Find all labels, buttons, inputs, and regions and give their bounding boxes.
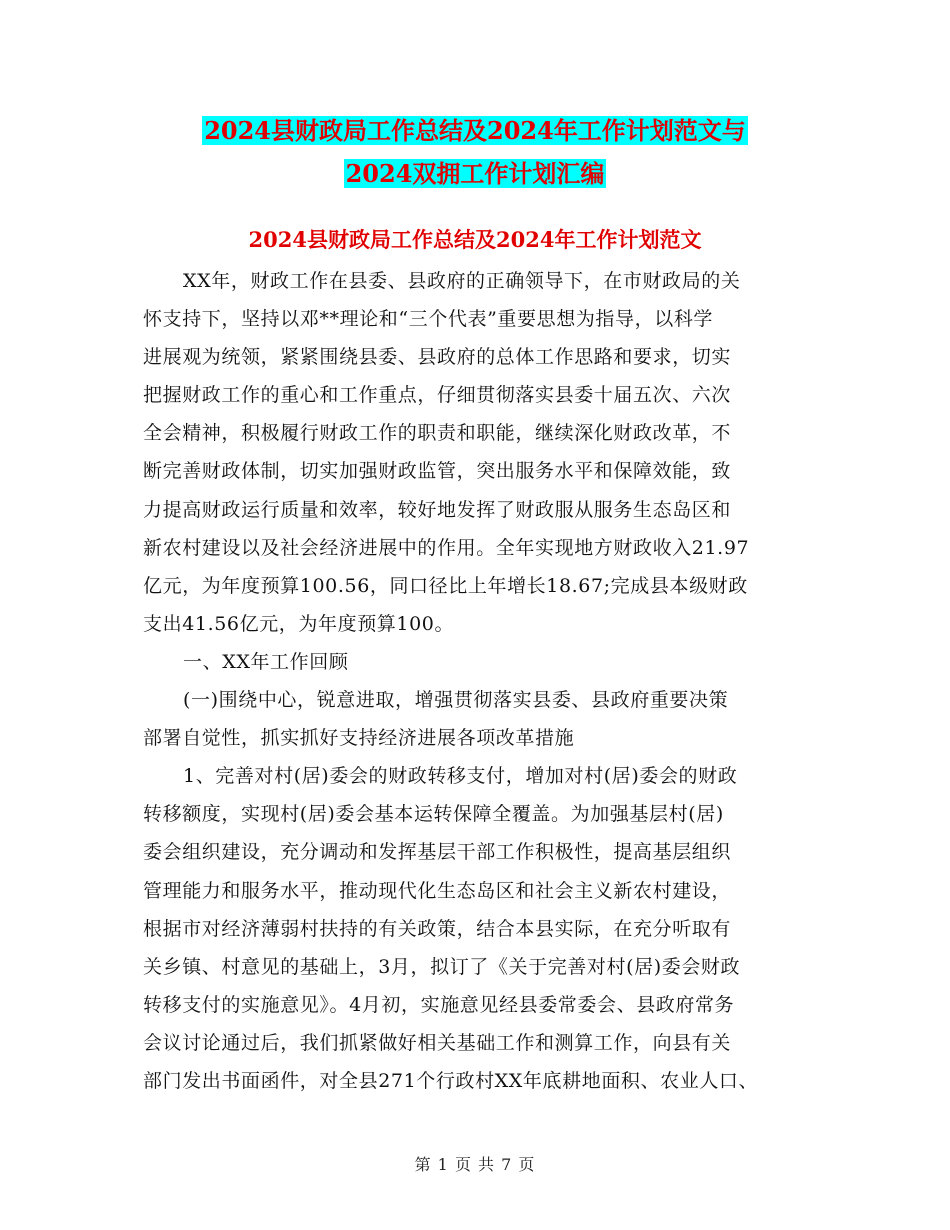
text-line: 支出41.56亿元，为年度预算100。 — [143, 612, 455, 635]
page-footer: 第 1 页 共 7 页 — [414, 1155, 536, 1174]
text-line: (一)围绕中心，锐意进取，增强贯彻落实县委、县政府重要决策 — [183, 689, 729, 712]
heading-review: 一、XX年工作回顾 — [183, 650, 349, 673]
body-text — [143, 262, 813, 1100]
text-line: 力提高财政运行质量和效率，较好地发挥了财政服从服务生态岛区和 — [143, 498, 732, 521]
document-title-line-2: 2024双拥工作计划汇编 — [345, 159, 605, 188]
text-line: 部门发出书面函件，对全县271个行政村XX年底耕地面积、农业人口、 — [143, 1069, 759, 1092]
text-line: 转移支付的实施意见》。4月初，实施意见经县委常委会、县政府常务 — [143, 993, 735, 1016]
text-line: 根据市对经济薄弱村扶持的有关政策，结合本县实际，在充分听取有 — [143, 917, 732, 940]
text-line: 亿元，为年度预算100.56，同口径比上年增长18.67;完成县本级财政 — [143, 574, 748, 597]
text-line: 全会精神，积极履行财政工作的职责和职能，继续深化财政改革，不 — [143, 422, 732, 445]
text-line: 会议讨论通过后，我们抓紧做好相关基础工作和测算工作，向县有关 — [143, 1031, 732, 1054]
text-line: 断完善财政体制，切实加强财政监管，突出服务水平和保障效能，致 — [143, 460, 732, 483]
text-line: 进展观为统领，紧紧围绕县委、县政府的总体工作思路和要求，切实 — [143, 346, 732, 369]
section-title: 2024县财政局工作总结及2024年工作计划范文 — [248, 227, 702, 252]
text-line: 把握财政工作的重心和工作重点，仔细贯彻落实县委十届五次、六次 — [143, 384, 732, 407]
text-line: 管理能力和服务水平，推动现代化生态岛区和社会主义新农村建设， — [143, 879, 732, 902]
document-title-line-1: 2024县财政局工作总结及2024年工作计划范文与 — [204, 116, 746, 145]
text-line: 委会组织建设，充分调动和发挥基层干部工作积极性，提高基层组织 — [143, 841, 732, 864]
text-line: XX年，财政工作在县委、县政府的正确领导下，在市财政局的关 — [183, 270, 741, 292]
text-line: 1、完善对村(居)委会的财政转移支付，增加对村(居)委会的财政 — [183, 765, 738, 788]
text-line: 关乡镇、村意见的基础上，3月，拟订了《关于完善对村(居)委会财政 — [143, 955, 741, 978]
text-line: 新农村建设以及社会经济进展中的作用。全年实现地方财政收入21.97 — [143, 536, 750, 559]
text-line: 转移额度，实现村(居)委会基本运转保障全覆盖。为加强基层村(居) — [143, 803, 724, 826]
text-line: 部署自觉性，抓实抓好支持经济进展各项改革措施 — [143, 727, 575, 750]
text-line: 怀支持下，坚持以邓**理论和“三个代表”重要思想为指导，以科学 — [143, 308, 714, 331]
